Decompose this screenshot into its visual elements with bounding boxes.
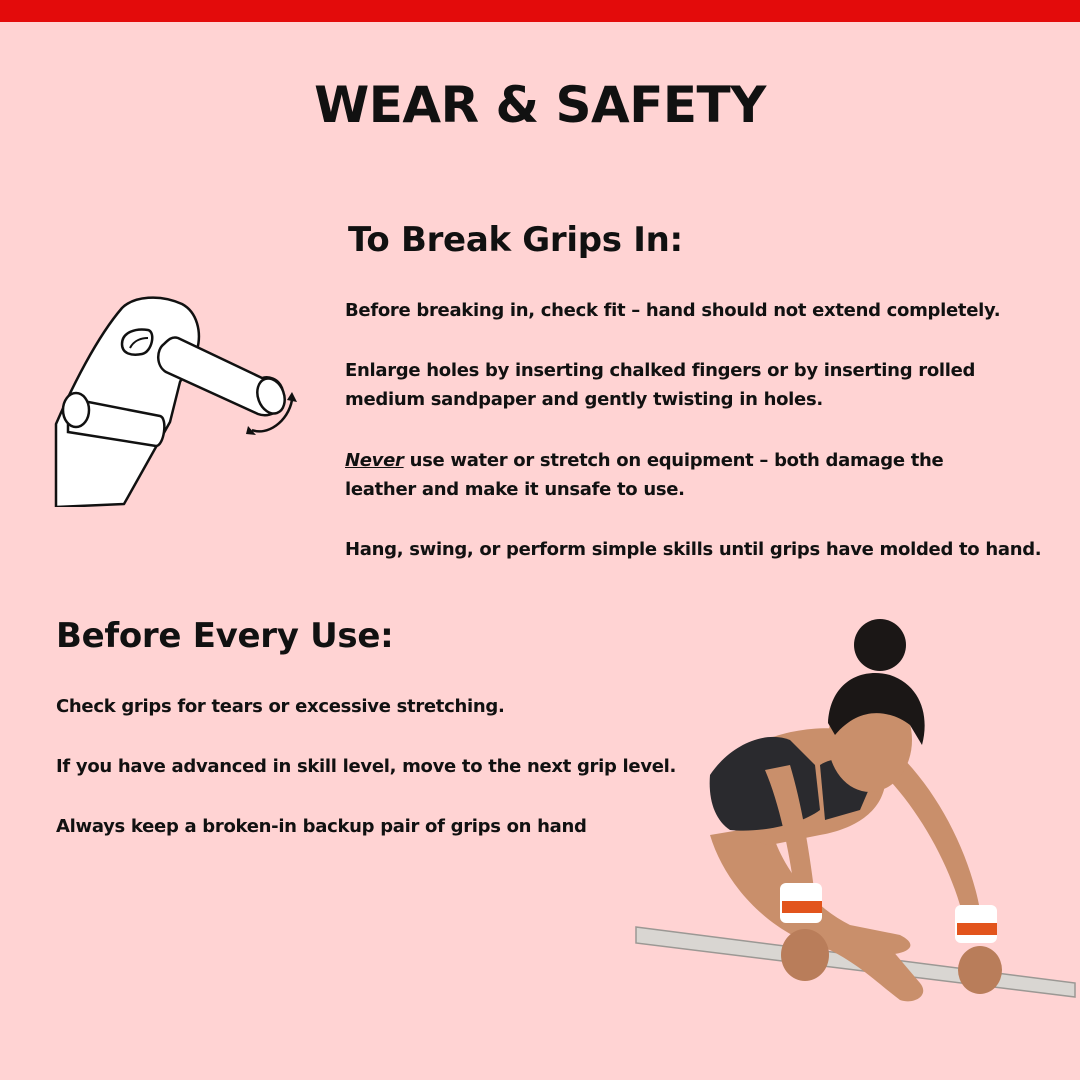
break-in-item: Hang, swing, or perform simple skills until grips have molded to hand. bbox=[345, 539, 1042, 560]
before-use-item: Always keep a broken-in backup pair of grips on hand bbox=[56, 816, 587, 837]
break-in-heading: To Break Grips In: bbox=[348, 220, 683, 260]
break-in-item: Before breaking in, check fit – hand should not extend completely. bbox=[345, 300, 1001, 321]
break-in-item bbox=[345, 446, 995, 504]
before-use-item: If you have advanced in skill level, move to the next grip level. bbox=[56, 756, 677, 777]
before-use-item: Check grips for tears or excessive stretching. bbox=[56, 696, 505, 717]
top-accent-bar bbox=[0, 0, 1080, 22]
never-emphasis: Never bbox=[345, 450, 404, 471]
before-use-heading: Before Every Use: bbox=[56, 616, 394, 656]
break-in-item: Enlarge holes by inserting chalked fingers or by inserting rolled medium sandpaper and gently twisting in holes. bbox=[345, 360, 976, 410]
break-in-item-text: use water or stretch on equipment – both damage the leather and make it unsafe to use. bbox=[345, 450, 944, 500]
page-title: WEAR & SAFETY bbox=[314, 76, 766, 134]
grip-hand-illustration bbox=[52, 292, 312, 507]
gymnast-photo bbox=[630, 605, 1080, 1025]
